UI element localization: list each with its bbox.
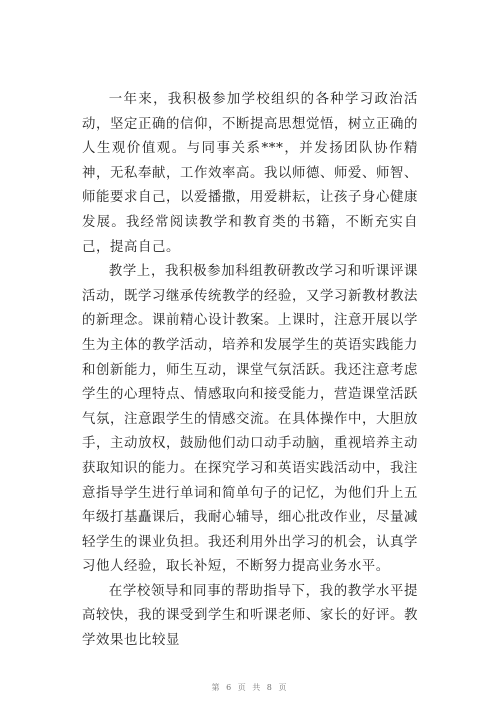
page-number-footer: 第 6 页 共 8 页 <box>211 683 289 692</box>
paragraph-2: 教学上，我积极参加科组教研教改学习和听课评课活动，既学习继承传统教学的经验，又学习新教材教法的新理念。课前精心设计教案。上课时，注意开展以学生为主体的教学活动，培养和发展学生的英语实践能力和创新能力，师生互动，课堂气氛活跃。我还注意考虑学生的心理特点、情感取向和接受能力，营造课堂活跃气氛，注意跟学生的情感交流。在具体操作中，大胆放手，主动放权，鼓励他们动口动手动脑，重视培养主动获取知识的能力。在探究学习和英语实践活动中，我注意指导学生进行单词和简单句子的记忆，为他们升上五年级打基矗课后，我耐心辅导，细心批改作业，尽量减轻学生的课业负担。我还利用外出学习的机会，认真学习他人经验，取长补短，不断努力提高业务水平。 <box>82 264 418 575</box>
document-body <box>82 88 418 654</box>
paragraph-3: 在学校领导和同事的帮助指导下，我的教学水平提高较快，我的课受到学生和听课老师、家长的好评。教学效果也比较显 <box>82 583 418 649</box>
paragraph-1: 一年来，我积极参加学校组织的各种学习政治活动，坚定正确的信仰，不断提高思想觉悟，树立正确的人生观价值观。与同事关系***，并发扬团队协作精神，无私奉献，工作效率高。我以师德、师爱、师智、师能要求自己，以爱播撒，用爱耕耘，让孩子身心健康发展。我经常阅读教学和教育类的书籍，不断充实自己，提高自己。 <box>82 92 418 255</box>
